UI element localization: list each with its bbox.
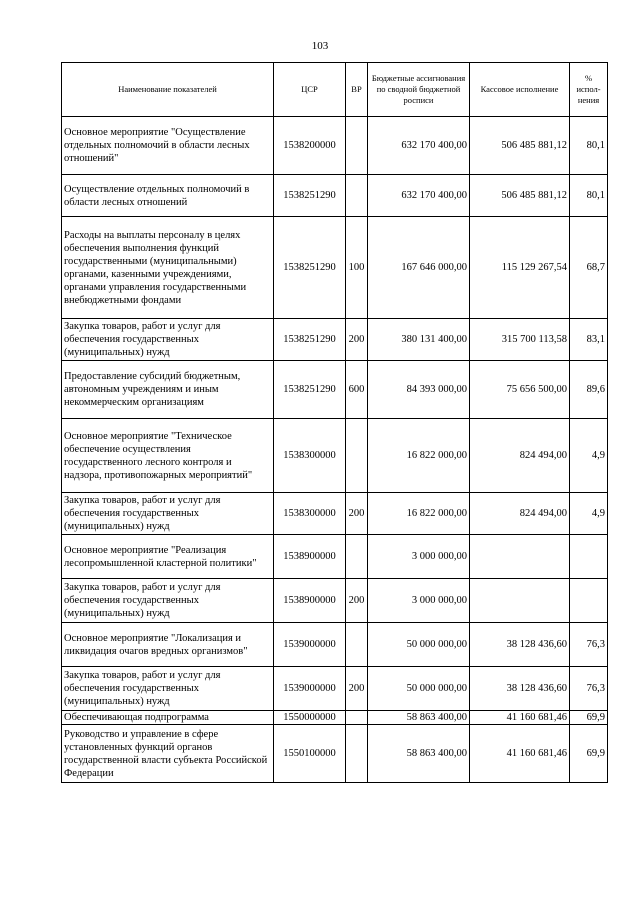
cell-csr: 1538900000 (274, 579, 346, 623)
table-row (62, 217, 608, 319)
cell-percent (570, 579, 608, 623)
cell-percent: 80,1 (570, 175, 608, 217)
cell-name: Обеспечивающая подпрограмма (62, 711, 274, 725)
cell-percent: 76,3 (570, 623, 608, 667)
table-row (62, 623, 608, 667)
cell-csr: 1538900000 (274, 535, 346, 579)
cell-execution: 75 656 500,00 (470, 361, 570, 419)
table-row (62, 175, 608, 217)
cell-execution: 824 494,00 (470, 493, 570, 535)
cell-vr (346, 419, 368, 493)
cell-name: Закупка товаров, работ и услуг для обеспечения государственных (муниципальных) нужд (62, 579, 274, 623)
cell-name: Закупка товаров, работ и услуг для обеспечения государственных (муниципальных) нужд (62, 493, 274, 535)
table-row (62, 535, 608, 579)
cell-execution: 41 160 681,46 (470, 711, 570, 725)
cell-execution: 506 485 881,12 (470, 117, 570, 175)
cell-execution (470, 579, 570, 623)
cell-execution: 824 494,00 (470, 419, 570, 493)
cell-budget: 632 170 400,00 (368, 175, 470, 217)
cell-csr: 1538300000 (274, 493, 346, 535)
cell-vr: 100 (346, 217, 368, 319)
cell-name: Основное мероприятие "Осуществление отдельных полномочий в области лесных отношений" (62, 117, 274, 175)
cell-vr (346, 535, 368, 579)
cell-csr: 1550100000 (274, 725, 346, 783)
cell-name: Предоставление субсидий бюджетным, автономным учреждениям и иным некоммерческим организациям (62, 361, 274, 419)
cell-budget: 16 822 000,00 (368, 493, 470, 535)
cell-budget: 3 000 000,00 (368, 579, 470, 623)
header-csr: ЦСР (274, 63, 346, 117)
cell-budget: 632 170 400,00 (368, 117, 470, 175)
cell-vr (346, 623, 368, 667)
cell-vr: 200 (346, 319, 368, 361)
cell-budget: 50 000 000,00 (368, 667, 470, 711)
cell-execution (470, 535, 570, 579)
cell-csr: 1538300000 (274, 419, 346, 493)
cell-budget: 3 000 000,00 (368, 535, 470, 579)
cell-csr: 1550000000 (274, 711, 346, 725)
cell-name: Основное мероприятие "Техническое обеспечение осуществления государственного лесного контроля и надзора, противопожарных мероприятий" (62, 419, 274, 493)
cell-percent: 4,9 (570, 493, 608, 535)
cell-percent: 4,9 (570, 419, 608, 493)
cell-name: Руководство и управление в сфере установленных функций органов государственной власти субъекта Российской Федерации (62, 725, 274, 783)
cell-execution: 115 129 267,54 (470, 217, 570, 319)
cell-vr: 200 (346, 667, 368, 711)
cell-percent: 68,7 (570, 217, 608, 319)
table-header-row (62, 63, 608, 117)
table-row (62, 667, 608, 711)
cell-budget: 380 131 400,00 (368, 319, 470, 361)
cell-execution: 506 485 881,12 (470, 175, 570, 217)
cell-execution: 38 128 436,60 (470, 667, 570, 711)
cell-vr (346, 725, 368, 783)
cell-name: Расходы на выплаты персоналу в целях обеспечения выполнения функций государственными (муниципальными) органами, казенными учреждениями, органами управления государственными внебюджетными фондами (62, 217, 274, 319)
header-percent: % испол-нения (570, 63, 608, 117)
table-row (62, 117, 608, 175)
table-row (62, 579, 608, 623)
cell-name: Основное мероприятие "Реализация лесопромышленной кластерной политики" (62, 535, 274, 579)
cell-execution: 315 700 113,58 (470, 319, 570, 361)
table-row (62, 419, 608, 493)
cell-vr: 600 (346, 361, 368, 419)
cell-budget: 16 822 000,00 (368, 419, 470, 493)
cell-budget: 167 646 000,00 (368, 217, 470, 319)
cell-vr (346, 117, 368, 175)
cell-execution: 41 160 681,46 (470, 725, 570, 783)
cell-percent: 89,6 (570, 361, 608, 419)
cell-name: Закупка товаров, работ и услуг для обеспечения государственных (муниципальных) нужд (62, 319, 274, 361)
cell-budget: 50 000 000,00 (368, 623, 470, 667)
page-number: 103 (311, 40, 329, 52)
cell-budget: 58 863 400,00 (368, 711, 470, 725)
table-row (62, 493, 608, 535)
table-row (62, 725, 608, 783)
cell-percent: 69,9 (570, 725, 608, 783)
cell-percent: 83,1 (570, 319, 608, 361)
cell-budget: 58 863 400,00 (368, 725, 470, 783)
cell-percent: 69,9 (570, 711, 608, 725)
header-name: Наименование показателей (62, 63, 274, 117)
table-row (62, 361, 608, 419)
cell-name: Основное мероприятие "Локализация и ликвидация очагов вредных организмов" (62, 623, 274, 667)
cell-csr: 1538251290 (274, 361, 346, 419)
cell-budget: 84 393 000,00 (368, 361, 470, 419)
cell-csr: 1538251290 (274, 319, 346, 361)
cell-csr: 1538251290 (274, 175, 346, 217)
cell-name: Осуществление отдельных полномочий в области лесных отношений (62, 175, 274, 217)
cell-execution: 38 128 436,60 (470, 623, 570, 667)
cell-name: Закупка товаров, работ и услуг для обеспечения государственных (муниципальных) нужд (62, 667, 274, 711)
cell-vr (346, 175, 368, 217)
cell-csr: 1539000000 (274, 623, 346, 667)
cell-percent (570, 535, 608, 579)
cell-percent: 80,1 (570, 117, 608, 175)
header-vr: ВР (346, 63, 368, 117)
header-execution: Кассовое исполнение (470, 63, 570, 117)
cell-percent: 76,3 (570, 667, 608, 711)
cell-vr: 200 (346, 493, 368, 535)
table-row (62, 711, 608, 725)
header-budget: Бюджетные ассигнования по сводной бюджетной росписи (368, 63, 470, 117)
cell-csr: 1538251290 (274, 217, 346, 319)
table-row (62, 319, 608, 361)
cell-vr (346, 711, 368, 725)
budget-table (61, 62, 608, 783)
cell-vr: 200 (346, 579, 368, 623)
cell-csr: 1539000000 (274, 667, 346, 711)
cell-csr: 1538200000 (274, 117, 346, 175)
